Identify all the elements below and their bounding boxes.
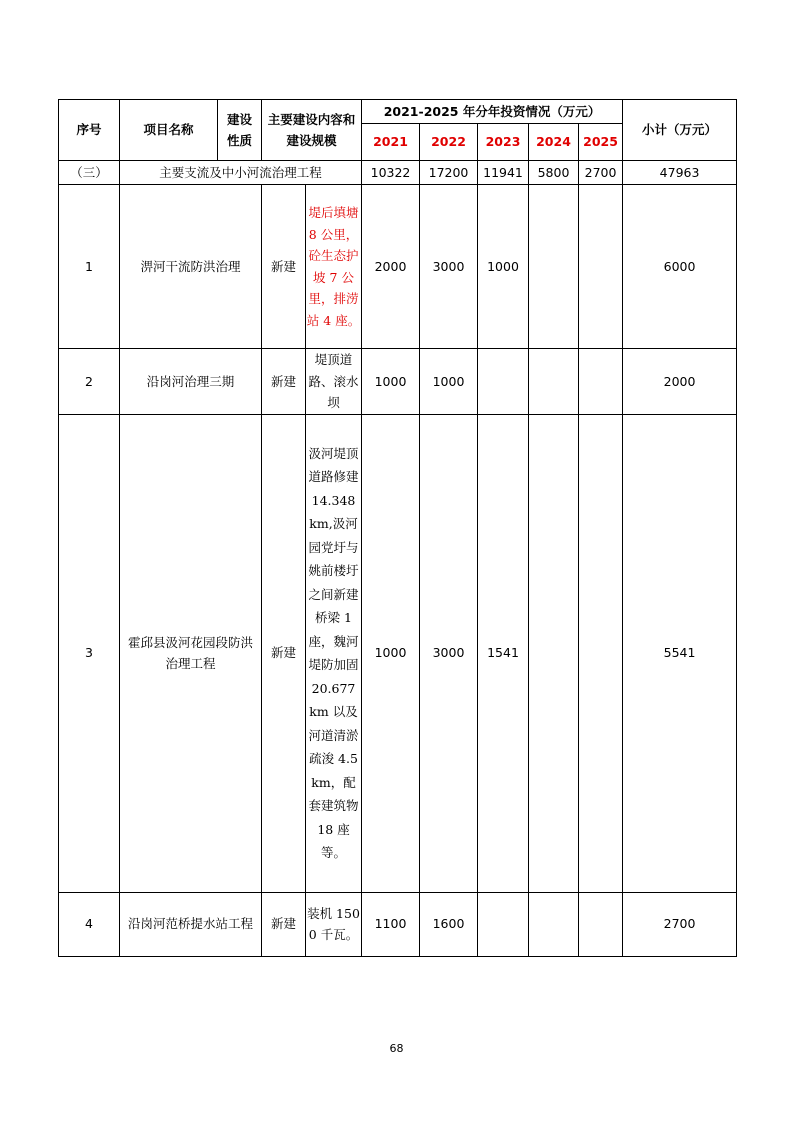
header-name: 项目名称 [120, 100, 218, 161]
header-content: 主要建设内容和建设规模 [262, 100, 362, 161]
row-value-2021: 1000 [362, 414, 420, 892]
header-year-2021: 2021 [362, 124, 420, 161]
row-content: 堤顶道路、滚水坝 [306, 349, 362, 415]
row-nature: 新建 [262, 349, 306, 415]
group-value-2023: 11941 [478, 161, 529, 185]
page-number: 68 [389, 1042, 404, 1055]
row-name: 沿岗河范桥提水站工程 [120, 892, 262, 956]
header-subtotal: 小计（万元） [623, 100, 737, 161]
group-value-2024: 5800 [529, 161, 579, 185]
row-value-2025 [579, 414, 623, 892]
row-seq: 4 [59, 892, 120, 956]
row-subtotal: 2700 [623, 892, 737, 956]
row-nature: 新建 [262, 414, 306, 892]
row-value-2022: 3000 [420, 414, 478, 892]
row-subtotal: 2000 [623, 349, 737, 415]
row-value-2022: 1000 [420, 349, 478, 415]
group-name: 主要支流及中小河流治理工程 [120, 161, 362, 185]
row-content: 装机 1500 千瓦。 [306, 892, 362, 956]
row-value-2024 [529, 185, 579, 349]
row-value-2021: 2000 [362, 185, 420, 349]
group-seq: （三） [59, 161, 120, 185]
row-value-2022: 3000 [420, 185, 478, 349]
table-row [59, 892, 737, 956]
row-name: 淠河干流防洪治理 [120, 185, 262, 349]
row-value-2024 [529, 349, 579, 415]
row-value-2024 [529, 414, 579, 892]
row-value-2021: 1100 [362, 892, 420, 956]
row-value-2024 [529, 892, 579, 956]
header-row-1 [59, 100, 737, 124]
row-value-2023 [478, 349, 529, 415]
group-row [59, 161, 737, 185]
header-year-2022: 2022 [420, 124, 478, 161]
group-value-2021: 10322 [362, 161, 420, 185]
row-value-2022: 1600 [420, 892, 478, 956]
row-subtotal: 5541 [623, 414, 737, 892]
row-value-2025 [579, 349, 623, 415]
header-invest: 2021-2025 年分年投资情况（万元） [362, 100, 623, 124]
group-value-2025: 2700 [579, 161, 623, 185]
table-row [59, 185, 737, 349]
row-value-2023: 1541 [478, 414, 529, 892]
table-row [59, 414, 737, 892]
row-name: 霍邱县汲河花园段防洪治理工程 [120, 414, 262, 892]
investment-table [58, 99, 737, 957]
group-value-2022: 17200 [420, 161, 478, 185]
header-year-2025: 2025 [579, 124, 623, 161]
header-seq: 序号 [59, 100, 120, 161]
row-seq: 1 [59, 185, 120, 349]
row-content: 堤后填塘 8 公里，砼生态护坡 7 公里，排涝站 4 座。 [306, 185, 362, 349]
row-nature: 新建 [262, 892, 306, 956]
row-subtotal: 6000 [623, 185, 737, 349]
row-value-2023: 1000 [478, 185, 529, 349]
row-name: 沿岗河治理三期 [120, 349, 262, 415]
row-nature: 新建 [262, 185, 306, 349]
table-row [59, 349, 737, 415]
row-value-2021: 1000 [362, 349, 420, 415]
header-year-2024: 2024 [529, 124, 579, 161]
row-value-2025 [579, 892, 623, 956]
row-value-2023 [478, 892, 529, 956]
header-nature: 建设性质 [218, 100, 262, 161]
row-content: 汲河堤顶道路修建 14.348 km,汲河园党圩与姚前楼圩之间新建桥梁 1 座，魏河堤防加固 20.677 km 以及河道清淤疏浚 4.5km，配套建筑物 18 座等。 [306, 414, 362, 892]
row-seq: 2 [59, 349, 120, 415]
header-year-2023: 2023 [478, 124, 529, 161]
group-subtotal: 47963 [623, 161, 737, 185]
row-seq: 3 [59, 414, 120, 892]
row-value-2025 [579, 185, 623, 349]
